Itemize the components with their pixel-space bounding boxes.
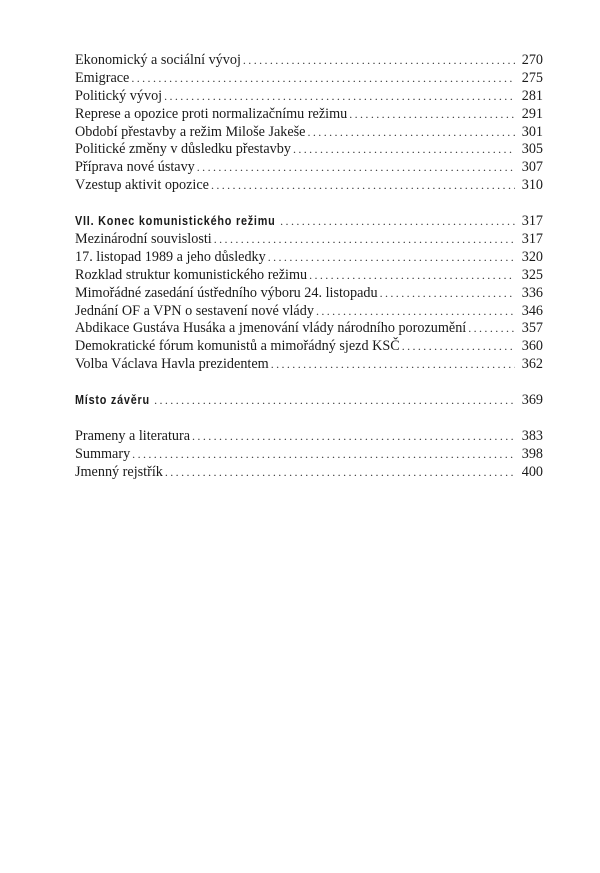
toc-entry[interactable] xyxy=(75,249,543,267)
toc-entry-title: Příprava nové ústavy xyxy=(75,159,195,176)
toc-entry[interactable] xyxy=(75,303,543,321)
toc-entry[interactable] xyxy=(75,70,543,88)
dot-leader xyxy=(243,52,515,70)
toc-entry[interactable] xyxy=(75,338,543,356)
toc-entry[interactable] xyxy=(75,177,543,195)
toc-entry-page: 310 xyxy=(521,177,543,194)
toc-entry-title: Ekonomický a sociální vývoj xyxy=(75,52,241,68)
dot-leader xyxy=(468,320,515,338)
toc-entry-title: Volba Václava Havla prezidentem xyxy=(75,356,269,373)
toc-entry-title: Abdikace Gustáva Husáka a jmenování vlády národního porozumění xyxy=(75,320,467,337)
toc-entry-title: Summary xyxy=(75,445,131,462)
dot-leader xyxy=(316,303,515,321)
dot-leader xyxy=(214,231,515,249)
toc-entry-page: 357 xyxy=(521,320,543,337)
toc-entry-title: Rozklad struktur komunistického režimu xyxy=(75,266,308,283)
dot-leader xyxy=(271,356,515,374)
toc-entry-title: Emigrace xyxy=(75,69,130,86)
dot-leader xyxy=(308,124,516,142)
toc-entry-title: Politické změny v důsledku přestavby xyxy=(75,141,291,158)
toc-entry[interactable] xyxy=(75,356,543,374)
toc-entry-page: 270 xyxy=(521,52,543,68)
toc-entry-page: 346 xyxy=(521,302,543,319)
toc-entry-page: 291 xyxy=(521,105,543,122)
toc-entry[interactable] xyxy=(75,52,543,70)
dot-leader xyxy=(293,141,515,159)
toc-entry-title: Jmenný rejstřík xyxy=(75,463,163,480)
dot-leader xyxy=(131,70,515,88)
toc-entry-page: 301 xyxy=(521,123,543,140)
spacer xyxy=(75,195,543,213)
toc-entry-page: 400 xyxy=(521,463,543,480)
dot-leader xyxy=(280,213,515,231)
toc-entry[interactable] xyxy=(75,320,543,338)
toc-entry[interactable] xyxy=(75,141,543,159)
toc-entry-title: Demokratické fórum komunistů a mimořádný sjezd KSČ xyxy=(75,338,400,355)
toc-entry-title: Prameny a literatura xyxy=(75,428,191,445)
toc-entry-page: 320 xyxy=(521,248,543,265)
chapter-title: Místo závěru xyxy=(75,393,150,408)
chapter-page: 317 xyxy=(521,213,543,230)
toc-entry-title: Mimořádné zasedání ústředního výboru 24. listopadu xyxy=(75,284,378,301)
dot-leader xyxy=(165,464,515,482)
dot-leader xyxy=(197,159,515,177)
toc-entry[interactable] xyxy=(75,231,543,249)
toc-entry-title: 17. listopad 1989 a jeho důsledky xyxy=(75,248,266,265)
dot-leader xyxy=(309,267,515,285)
toc-entry-page: 305 xyxy=(521,141,543,158)
toc-chapter-heading[interactable] xyxy=(75,213,543,231)
toc-entry-title: Vzestup aktivit opozice xyxy=(75,177,209,194)
dot-leader xyxy=(380,285,515,303)
toc-entry-page: 317 xyxy=(521,231,543,248)
spacer xyxy=(75,374,543,392)
toc-entry[interactable] xyxy=(75,124,543,142)
dot-leader xyxy=(164,88,515,106)
toc-entry[interactable] xyxy=(75,267,543,285)
toc-entry-page: 360 xyxy=(521,338,543,355)
toc-chapter-heading[interactable] xyxy=(75,392,543,410)
toc-entry-page: 383 xyxy=(521,428,543,445)
toc-entry-title: Mezinárodní souvislosti xyxy=(75,231,212,248)
toc-entry-page: 362 xyxy=(521,356,543,373)
toc-entry-title: Jednání OF a VPN o sestavení nové vlády xyxy=(75,302,314,319)
dot-leader xyxy=(192,428,515,446)
toc-entry-title: Období přestavby a režim Miloše Jakeše xyxy=(75,123,306,140)
table-of-contents xyxy=(75,52,543,482)
dot-leader xyxy=(402,338,515,356)
toc-entry-title: Represe a opozice proti normalizačnímu režimu xyxy=(75,105,348,122)
toc-entry[interactable] xyxy=(75,428,543,446)
toc-entry[interactable] xyxy=(75,88,543,106)
dot-leader xyxy=(349,106,515,124)
dot-leader xyxy=(154,392,515,410)
toc-entry[interactable] xyxy=(75,446,543,464)
toc-entry[interactable] xyxy=(75,106,543,124)
toc-entry[interactable] xyxy=(75,159,543,177)
toc-entry-page: 307 xyxy=(521,159,543,176)
toc-entry-page: 336 xyxy=(521,284,543,301)
toc-entry[interactable] xyxy=(75,464,543,482)
toc-entry-title: Politický vývoj xyxy=(75,87,163,104)
dot-leader xyxy=(211,177,515,195)
chapter-page: 369 xyxy=(521,392,543,409)
toc-entry-page: 325 xyxy=(521,266,543,283)
toc-entry[interactable] xyxy=(75,285,543,303)
toc-entry-page: 281 xyxy=(521,87,543,104)
dot-leader xyxy=(268,249,515,267)
chapter-title: VII. Konec komunistického režimu xyxy=(75,214,276,229)
toc-entry-page: 275 xyxy=(521,69,543,86)
dot-leader xyxy=(132,446,515,464)
spacer xyxy=(75,410,543,428)
toc-entry-page: 398 xyxy=(521,445,543,462)
